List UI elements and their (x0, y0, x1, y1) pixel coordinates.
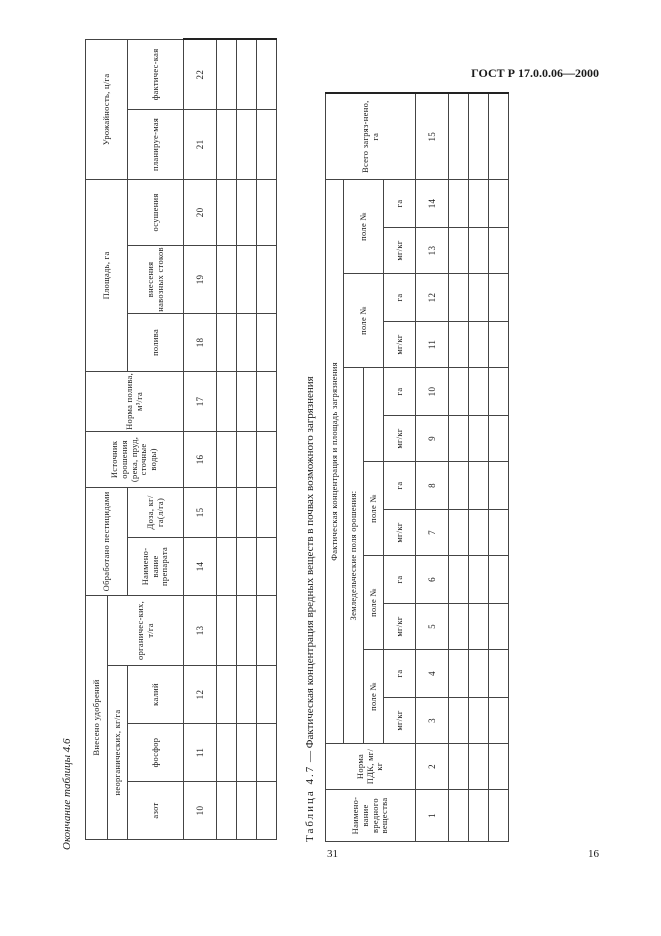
number-row: 10 11 12 13 14 15 16 17 18 19 20 21 22 (184, 39, 217, 839)
table-4-7-caption: Таблица 4.7 — Фактическая концентрация вредных веществ в почвах возможного загрязнения (304, 376, 316, 842)
col-mpc-norm: Норма ПДК, мг/кг (326, 744, 416, 790)
col-area: Площадь, га (86, 179, 128, 371)
table-row (469, 93, 489, 841)
page-number-right: 16 (588, 848, 599, 860)
col-irrigation-fields: Земледельческие поля орошения: (344, 368, 364, 744)
col-planned: планируе-мая (128, 109, 184, 179)
col-preparation: Наимено-вание препарата (128, 537, 184, 595)
col-drainage: осушения (128, 179, 184, 245)
col-total-contaminated: Всего загряз-нено, га (326, 93, 416, 179)
table-4-7-caption-block (304, 350, 320, 842)
col-nitrogen: азот (128, 782, 184, 840)
table-row (489, 93, 509, 841)
page-number-left: 31 (327, 848, 338, 860)
col-watering: полива (128, 313, 184, 371)
col-field-1: поле № (364, 650, 384, 744)
table-4-7-block (325, 100, 485, 842)
col-inorganic: неорганических, кг/га (108, 666, 128, 840)
caption-label: Таблица 4.7 (304, 764, 316, 842)
col-field-5: поле № (344, 179, 384, 273)
col-irrigation-norm: Норма полива, м³/га (86, 371, 184, 431)
col-field-extra (364, 368, 384, 462)
table-row (217, 39, 237, 839)
col-field-2: поле № (364, 556, 384, 650)
table-4-6-caption: Окончание таблицы 4.6 (61, 738, 73, 850)
col-field-3: поле № (364, 462, 384, 556)
table-row (257, 39, 277, 839)
table-row (449, 93, 469, 841)
table-4-6-block (85, 48, 250, 840)
col-actual: фактичес-кая (128, 39, 184, 109)
col-fertilizers: Внесено удобрений (86, 595, 108, 839)
table-4-6 (85, 38, 277, 840)
table-4-6-caption-block (61, 690, 77, 850)
col-actual-concentration: Фактическая концентрация и площадь загрязнения (326, 179, 344, 743)
col-dose: Доза, кг/га(л/га) (128, 487, 184, 537)
table-row (237, 39, 257, 839)
col-yield: Урожайность, ц/га (86, 39, 128, 179)
col-substance-name: Наимено-вание вредного вещества (326, 790, 416, 842)
table-4-7: Наимено-вание вредного вещества Норма ПДК, мг/кг Фактическая концентрация и площадь загрязнения Всего загряз-нено, га Земледельческие поля орошения: поле № поле № поле № поле № поле № мг/кг га мг/кг га мг/кг га мг/кг га мг/кг га мг/кг га 1 2 3 4 5 6 7 8 9 10 11 12 13 14 15 (325, 92, 509, 842)
col-sewage: внесения навозных стоков (128, 245, 184, 313)
col-pesticides: Обработано пестицидами (86, 487, 128, 595)
col-field-4: поле № (344, 274, 384, 368)
col-potassium: калий (128, 666, 184, 724)
doc-code: ГОСТ Р 17.0.0.06—2000 (471, 66, 599, 80)
col-irrigation-source: Источник орошения (река, пруд, сточные воды) (86, 431, 184, 487)
caption-title: Фактическая концентрация вредных веществ в почвах возможного загрязнения (304, 376, 316, 749)
col-phosphorus: фосфор (128, 724, 184, 782)
col-organic: органичес-ких, т/га (108, 595, 184, 665)
number-row: 1 2 3 4 5 6 7 8 9 10 11 12 13 14 15 (416, 93, 449, 841)
